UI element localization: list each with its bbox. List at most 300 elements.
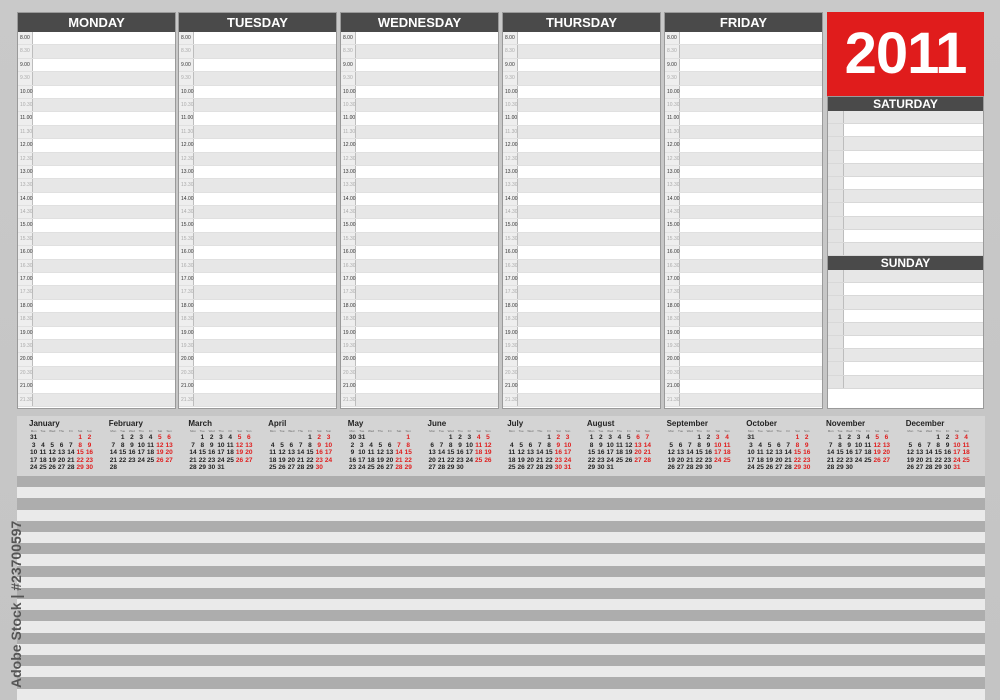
date-cell[interactable]: 17 (953, 449, 961, 456)
date-cell[interactable] (437, 434, 446, 442)
time-slot[interactable] (341, 193, 498, 206)
date-cell[interactable]: 25 (475, 456, 483, 464)
date-cell[interactable]: 4 (476, 434, 481, 441)
date-cell[interactable]: 28 (643, 456, 651, 464)
date-cell[interactable]: 29 (76, 464, 84, 471)
date-cell[interactable]: 28 (925, 464, 933, 471)
time-slot[interactable] (503, 166, 660, 179)
date-cell[interactable] (676, 434, 685, 442)
date-cell[interactable]: 10 (465, 441, 473, 449)
date-cell[interactable]: 21 (686, 456, 694, 464)
time-slot[interactable] (179, 99, 336, 112)
date-cell[interactable]: 11 (367, 449, 375, 456)
date-cell[interactable]: 3 (31, 441, 36, 449)
date-cell[interactable]: 23 (803, 456, 811, 464)
date-cell[interactable]: 28 (297, 464, 305, 471)
date-cell[interactable]: 4 (510, 441, 514, 449)
date-cell[interactable]: 2 (350, 441, 355, 449)
date-cell[interactable]: 19 (484, 449, 492, 456)
date-cell[interactable]: 31 (953, 464, 961, 471)
date-cell[interactable]: 9 (209, 441, 214, 449)
date-cell[interactable]: 25 (226, 456, 234, 464)
date-cell[interactable] (474, 464, 483, 472)
date-cell[interactable]: 14 (925, 449, 933, 456)
date-cell[interactable] (615, 464, 624, 472)
date-cell[interactable]: 12 (906, 449, 914, 456)
note-line[interactable] (17, 599, 985, 610)
weekend-row[interactable] (828, 283, 983, 296)
date-cell[interactable]: 5 (626, 434, 631, 441)
note-line[interactable] (17, 521, 985, 532)
date-cell[interactable]: 18 (39, 456, 47, 464)
date-cell[interactable]: 9 (87, 441, 92, 449)
date-cell[interactable]: 3 (565, 434, 570, 441)
date-cell[interactable] (287, 434, 296, 442)
weekend-row[interactable] (828, 296, 983, 309)
time-slot[interactable] (18, 380, 175, 393)
date-cell[interactable]: 27 (775, 464, 783, 471)
time-slot[interactable] (179, 126, 336, 139)
date-cell[interactable]: 19 (235, 449, 244, 456)
date-cell[interactable]: 22 (404, 456, 412, 464)
date-cell[interactable]: 8 (120, 441, 125, 449)
date-cell[interactable]: 25 (615, 456, 624, 464)
date-cell[interactable]: 10 (217, 441, 225, 449)
date-cell[interactable]: 7 (69, 441, 73, 449)
date-cell[interactable]: 8 (697, 441, 701, 449)
date-cell[interactable]: 27 (165, 456, 173, 464)
time-slot[interactable] (341, 206, 498, 219)
time-slot[interactable] (179, 300, 336, 313)
date-cell[interactable]: 13 (245, 441, 253, 449)
time-slot[interactable] (18, 112, 175, 125)
date-cell[interactable]: 23 (85, 456, 94, 464)
time-slot[interactable] (18, 32, 175, 45)
date-cell[interactable]: 25 (508, 464, 516, 471)
date-cell[interactable]: 15 (306, 449, 314, 456)
time-slot[interactable] (179, 112, 336, 125)
date-cell[interactable]: 26 (625, 456, 633, 464)
date-cell[interactable]: 6 (777, 441, 781, 449)
date-cell[interactable]: 12 (156, 441, 164, 449)
note-line[interactable] (17, 476, 985, 487)
time-slot[interactable] (179, 246, 336, 259)
date-cell[interactable]: 25 (962, 456, 970, 464)
time-slot[interactable] (503, 72, 660, 85)
date-cell[interactable]: 18 (367, 456, 375, 464)
date-cell[interactable]: 28 (67, 464, 75, 471)
time-slot[interactable] (503, 394, 660, 407)
time-slot[interactable] (18, 340, 175, 353)
date-cell[interactable]: 19 (376, 456, 384, 464)
date-cell[interactable]: 4 (41, 441, 45, 449)
date-cell[interactable]: 9 (804, 441, 809, 449)
date-cell[interactable]: 4 (270, 441, 275, 449)
date-cell[interactable]: 22 (587, 456, 596, 464)
date-cell[interactable]: 1 (838, 434, 842, 441)
time-slot[interactable] (18, 327, 175, 340)
time-slot[interactable] (503, 99, 660, 112)
date-cell[interactable]: 9 (945, 441, 950, 449)
date-cell[interactable]: 28 (536, 464, 544, 471)
time-slot[interactable] (503, 112, 660, 125)
date-cell[interactable]: 31 (564, 464, 572, 471)
time-slot[interactable] (665, 300, 822, 313)
date-cell[interactable]: 29 (695, 464, 703, 471)
time-slot[interactable] (665, 327, 822, 340)
date-cell[interactable]: 25 (146, 456, 155, 464)
date-cell[interactable] (109, 434, 118, 442)
date-cell[interactable]: 24 (137, 456, 145, 464)
date-cell[interactable]: 19 (765, 456, 774, 464)
date-cell[interactable]: 12 (484, 441, 492, 449)
time-slot[interactable] (179, 166, 336, 179)
date-cell[interactable]: 24 (324, 456, 333, 464)
time-slot[interactable] (18, 394, 175, 407)
date-cell[interactable]: 28 (827, 464, 835, 471)
note-line[interactable] (17, 633, 985, 644)
date-cell[interactable]: 17 (606, 449, 614, 456)
time-slot[interactable] (18, 367, 175, 380)
time-slot[interactable] (341, 233, 498, 246)
time-slot[interactable] (18, 166, 175, 179)
date-cell[interactable]: 2 (556, 434, 561, 441)
date-cell[interactable]: 30 (704, 464, 713, 471)
date-cell[interactable]: 11 (475, 441, 483, 449)
time-slot[interactable] (179, 59, 336, 72)
date-cell[interactable]: 6 (917, 441, 922, 449)
date-cell[interactable]: 10 (747, 449, 755, 456)
date-cell[interactable]: 20 (916, 456, 924, 464)
time-slot[interactable] (18, 219, 175, 232)
weekend-row[interactable] (828, 336, 983, 349)
date-cell[interactable]: 20 (882, 449, 891, 456)
date-cell[interactable]: 26 (906, 464, 914, 471)
date-cell[interactable]: 21 (437, 456, 446, 464)
weekend-row[interactable] (828, 362, 983, 375)
time-slot[interactable] (179, 380, 336, 393)
date-cell[interactable]: 22 (76, 456, 84, 464)
date-cell[interactable]: 14 (189, 449, 197, 456)
date-cell[interactable]: 15 (119, 449, 127, 456)
date-cell[interactable]: 10 (714, 441, 722, 449)
date-cell[interactable]: 23 (704, 456, 713, 464)
date-cell[interactable]: 1 (589, 434, 594, 441)
time-slot[interactable] (665, 45, 822, 58)
date-cell[interactable]: 28 (109, 464, 117, 471)
date-cell[interactable] (385, 434, 394, 442)
date-cell[interactable]: 19 (625, 449, 633, 456)
date-cell[interactable]: 5 (519, 441, 523, 449)
date-cell[interactable]: 8 (406, 441, 411, 449)
date-cell[interactable]: 5 (486, 434, 490, 441)
time-slot[interactable] (18, 72, 175, 85)
date-cell[interactable]: 31 (30, 434, 38, 441)
time-slot[interactable] (341, 340, 498, 353)
date-cell[interactable]: 2 (599, 434, 603, 441)
date-cell[interactable]: 24 (465, 456, 473, 464)
date-cell[interactable]: 15 (545, 449, 553, 456)
date-cell[interactable]: 20 (634, 449, 642, 456)
date-cell[interactable]: 24 (217, 456, 225, 464)
note-line[interactable] (17, 588, 985, 599)
time-slot[interactable] (341, 126, 498, 139)
note-line[interactable] (17, 621, 985, 632)
date-cell[interactable]: 19 (517, 456, 525, 464)
date-cell[interactable]: 11 (864, 441, 872, 449)
date-cell[interactable]: 30 (943, 464, 952, 471)
date-cell[interactable]: 30 (208, 464, 216, 471)
date-cell[interactable]: 18 (723, 449, 731, 456)
date-cell[interactable] (535, 434, 544, 442)
time-slot[interactable] (665, 219, 822, 232)
time-slot[interactable] (503, 260, 660, 273)
date-cell[interactable]: 11 (756, 449, 764, 456)
date-cell[interactable]: 20 (676, 456, 685, 464)
date-cell[interactable] (713, 464, 722, 472)
time-slot[interactable] (341, 380, 498, 393)
date-cell[interactable]: 13 (634, 441, 642, 449)
date-cell[interactable] (376, 434, 385, 442)
date-cell[interactable] (774, 434, 783, 442)
date-cell[interactable]: 7 (537, 441, 542, 449)
date-cell[interactable]: 8 (78, 441, 82, 449)
weekend-row[interactable] (828, 230, 983, 243)
date-cell[interactable]: 6 (289, 441, 294, 449)
date-cell[interactable]: 8 (200, 441, 205, 449)
date-cell[interactable]: 21 (67, 456, 75, 464)
time-slot[interactable] (503, 353, 660, 366)
weekend-row[interactable] (828, 151, 983, 164)
date-cell[interactable]: 16 (597, 449, 605, 456)
date-cell[interactable]: 5 (378, 441, 383, 449)
time-slot[interactable] (179, 86, 336, 99)
time-slot[interactable] (179, 206, 336, 219)
date-cell[interactable]: 6 (528, 441, 533, 449)
date-cell[interactable]: 19 (278, 456, 286, 464)
date-cell[interactable]: 28 (686, 464, 694, 471)
date-cell[interactable]: 1 (78, 434, 82, 441)
date-cell[interactable]: 4 (964, 434, 968, 441)
note-line[interactable] (17, 554, 985, 565)
date-cell[interactable]: 12 (376, 449, 384, 456)
time-slot[interactable] (665, 260, 822, 273)
time-slot[interactable] (179, 353, 336, 366)
date-cell[interactable]: 8 (448, 441, 453, 449)
date-cell[interactable]: 1 (200, 434, 205, 441)
time-slot[interactable] (341, 246, 498, 259)
date-cell[interactable]: 24 (30, 464, 38, 471)
date-cell[interactable]: 7 (645, 434, 650, 441)
date-cell[interactable]: 25 (756, 464, 764, 471)
date-cell[interactable]: 30 (845, 464, 853, 471)
time-slot[interactable] (503, 286, 660, 299)
date-cell[interactable]: 9 (458, 441, 462, 449)
date-cell[interactable]: 2 (87, 434, 92, 441)
date-cell[interactable]: 29 (836, 464, 844, 471)
date-cell[interactable]: 28 (189, 464, 197, 471)
date-cell[interactable]: 20 (386, 456, 394, 464)
date-cell[interactable]: 22 (119, 456, 127, 464)
time-slot[interactable] (665, 273, 822, 286)
date-cell[interactable]: 24 (564, 456, 572, 464)
time-slot[interactable] (341, 394, 498, 407)
date-cell[interactable]: 21 (297, 456, 305, 464)
time-slot[interactable] (179, 394, 336, 407)
date-cell[interactable]: 16 (803, 449, 811, 456)
date-cell[interactable]: 24 (606, 456, 614, 464)
time-slot[interactable] (503, 32, 660, 45)
date-cell[interactable] (624, 464, 633, 472)
date-cell[interactable]: 25 (723, 456, 731, 464)
date-cell[interactable]: 5 (875, 434, 879, 441)
weekend-row[interactable] (828, 323, 983, 336)
date-cell[interactable]: 17 (564, 449, 572, 456)
date-cell[interactable] (507, 434, 516, 442)
weekend-row[interactable] (828, 177, 983, 190)
date-cell[interactable]: 2 (458, 434, 462, 441)
weekend-row[interactable] (828, 111, 983, 124)
time-slot[interactable] (503, 367, 660, 380)
time-slot[interactable] (665, 86, 822, 99)
time-slot[interactable] (341, 166, 498, 179)
time-slot[interactable] (665, 99, 822, 112)
time-slot[interactable] (18, 59, 175, 72)
date-cell[interactable]: 9 (599, 441, 603, 449)
date-cell[interactable]: 28 (784, 464, 792, 471)
date-cell[interactable]: 10 (358, 449, 366, 456)
time-slot[interactable] (503, 59, 660, 72)
date-cell[interactable]: 15 (793, 449, 802, 456)
date-cell[interactable]: 18 (864, 449, 872, 456)
date-cell[interactable]: 2 (209, 434, 214, 441)
date-cell[interactable]: 3 (219, 434, 223, 441)
date-cell[interactable]: 16 (456, 449, 464, 456)
time-slot[interactable] (179, 179, 336, 192)
date-cell[interactable] (685, 434, 694, 442)
date-cell[interactable]: 7 (397, 441, 401, 449)
time-slot[interactable] (179, 193, 336, 206)
date-cell[interactable] (127, 464, 136, 472)
date-cell[interactable]: 23 (208, 456, 216, 464)
date-cell[interactable]: 5 (158, 434, 162, 441)
date-cell[interactable]: 5 (50, 441, 55, 449)
weekend-row[interactable] (828, 376, 983, 389)
date-cell[interactable]: 23 (315, 456, 323, 464)
date-cell[interactable]: 17 (747, 456, 755, 464)
time-slot[interactable] (341, 260, 498, 273)
date-cell[interactable] (226, 464, 235, 472)
time-slot[interactable] (341, 139, 498, 152)
date-cell[interactable]: 14 (395, 449, 403, 456)
date-cell[interactable]: 6 (884, 434, 889, 441)
date-cell[interactable]: 23 (943, 456, 952, 464)
date-cell[interactable]: 8 (589, 441, 594, 449)
date-cell[interactable]: 30 (315, 464, 323, 471)
date-cell[interactable]: 21 (925, 456, 933, 464)
note-line[interactable] (17, 644, 985, 655)
date-cell[interactable]: 13 (287, 449, 295, 456)
date-cell[interactable]: 7 (298, 441, 303, 449)
date-cell[interactable]: 18 (756, 456, 764, 464)
date-cell[interactable]: 2 (317, 434, 322, 441)
time-slot[interactable] (665, 380, 822, 393)
date-cell[interactable]: 26 (376, 464, 384, 471)
date-cell[interactable]: 7 (439, 441, 444, 449)
date-cell[interactable]: 11 (269, 449, 277, 456)
date-cell[interactable] (366, 434, 375, 442)
date-cell[interactable]: 14 (297, 449, 305, 456)
date-cell[interactable]: 25 (367, 464, 375, 471)
time-slot[interactable] (665, 59, 822, 72)
date-cell[interactable]: 15 (198, 449, 206, 456)
time-slot[interactable] (18, 233, 175, 246)
time-slot[interactable] (341, 327, 498, 340)
date-cell[interactable]: 28 (437, 464, 446, 471)
date-cell[interactable]: 17 (30, 456, 38, 464)
date-cell[interactable]: 4 (228, 434, 233, 441)
weekend-row[interactable] (828, 349, 983, 362)
date-cell[interactable]: 13 (428, 449, 436, 456)
time-slot[interactable] (503, 126, 660, 139)
date-cell[interactable]: 29 (934, 464, 942, 471)
date-cell[interactable]: 27 (676, 464, 685, 471)
date-cell[interactable] (164, 464, 173, 472)
date-cell[interactable]: 24 (747, 464, 755, 471)
date-cell[interactable]: 16 (943, 449, 952, 456)
date-cell[interactable] (882, 464, 891, 472)
date-cell[interactable]: 15 (587, 449, 596, 456)
note-line[interactable] (17, 532, 985, 543)
note-line[interactable] (17, 666, 985, 677)
date-cell[interactable]: 13 (775, 449, 783, 456)
date-cell[interactable] (765, 434, 774, 442)
date-cell[interactable]: 3 (359, 441, 364, 449)
date-cell[interactable]: 21 (395, 456, 403, 464)
date-cell[interactable]: 26 (235, 456, 244, 464)
date-cell[interactable]: 5 (237, 434, 242, 441)
date-cell[interactable]: 13 (526, 449, 535, 456)
date-cell[interactable]: 27 (57, 464, 66, 471)
date-cell[interactable]: 6 (59, 441, 64, 449)
date-cell[interactable]: 6 (636, 434, 640, 441)
note-line[interactable] (17, 487, 985, 498)
date-cell[interactable]: 7 (828, 441, 833, 449)
date-cell[interactable] (756, 434, 765, 442)
date-cell[interactable]: 27 (634, 456, 642, 464)
date-cell[interactable] (633, 464, 642, 472)
time-slot[interactable] (179, 153, 336, 166)
time-slot[interactable] (665, 367, 822, 380)
weekend-row[interactable] (828, 203, 983, 216)
date-cell[interactable]: 30 (456, 464, 464, 471)
date-cell[interactable]: 2 (706, 434, 711, 441)
date-cell[interactable]: 14 (827, 449, 835, 456)
time-slot[interactable] (665, 139, 822, 152)
date-cell[interactable]: 13 (882, 441, 891, 449)
time-slot[interactable] (341, 219, 498, 232)
date-cell[interactable]: 24 (714, 456, 722, 464)
date-cell[interactable]: 26 (156, 456, 164, 464)
date-cell[interactable]: 8 (936, 441, 941, 449)
date-cell[interactable]: 27 (882, 456, 891, 464)
date-cell[interactable]: 8 (308, 441, 312, 449)
date-cell[interactable]: 10 (606, 441, 614, 449)
date-cell[interactable]: 12 (625, 441, 633, 449)
date-cell[interactable] (118, 464, 127, 472)
date-cell[interactable]: 30 (348, 434, 357, 441)
date-cell[interactable]: 7 (927, 441, 931, 449)
